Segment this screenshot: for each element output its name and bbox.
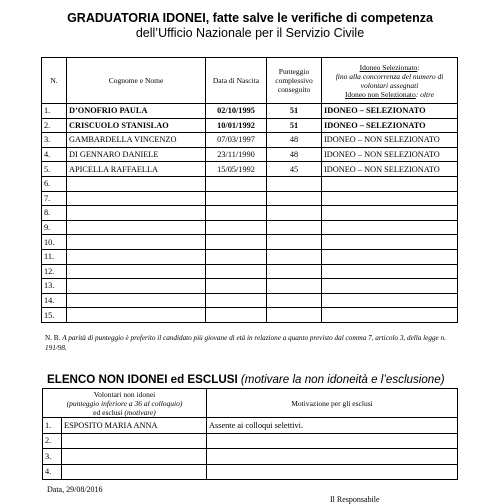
row-number: 15. [42, 308, 67, 323]
status-selected-label: Idoneo Selezionato [359, 62, 418, 72]
excluded-row-reason: Assente ai colloqui selettivi. [207, 418, 458, 434]
excluded-col1-line3a: ed esclusi [93, 407, 123, 417]
row-status: IDONEO – NON SELEZIONATO [322, 147, 458, 162]
excluded-row-reason [207, 449, 458, 465]
excluded-col1-line2: (punteggio inferiore a 36 al colloquio) [66, 398, 183, 408]
row-name [67, 279, 206, 294]
table-row [42, 104, 458, 119]
row-name [67, 308, 206, 323]
excluded-row-name [62, 449, 207, 465]
row-birthdate [206, 264, 267, 279]
row-status [322, 176, 458, 191]
table-row [42, 162, 458, 177]
row-name [67, 191, 206, 206]
row-score [267, 249, 322, 264]
row-status [322, 308, 458, 323]
row-birthdate [206, 235, 267, 250]
col-header-name: Cognome e Nome [67, 58, 206, 104]
table-row [42, 235, 458, 250]
row-birthdate [206, 206, 267, 221]
table-row [42, 206, 458, 221]
row-score [267, 176, 322, 191]
status-description: fino alla concorrenza del numero di volontari assegnati [335, 71, 444, 90]
row-name [67, 235, 206, 250]
row-name: CRISCUOLO STANISLAO [67, 118, 206, 133]
row-score [267, 206, 322, 221]
excluded-row-reason [207, 464, 458, 480]
row-score [267, 264, 322, 279]
row-score: 51 [267, 118, 322, 133]
table-row [42, 308, 458, 323]
row-number: 11. [42, 249, 67, 264]
row-score [267, 293, 322, 308]
excluded-row-number: 1. [43, 418, 62, 434]
row-name [67, 206, 206, 221]
row-status: IDONEO – SELEZIONATO [322, 118, 458, 133]
excluded-row-name [62, 464, 207, 480]
excluded-row [43, 433, 458, 449]
excluded-title-italic: (motivare la non idoneità e l’esclusione) [240, 373, 445, 386]
row-name: DI GENNARO DANIELE [67, 147, 206, 162]
row-score [267, 235, 322, 250]
row-number: 9. [42, 220, 67, 235]
row-score: 51 [267, 104, 322, 119]
row-status [322, 293, 458, 308]
row-score [267, 308, 322, 323]
row-birthdate [206, 293, 267, 308]
excluded-row [43, 464, 458, 480]
row-number: 2. [42, 118, 67, 133]
row-status: IDONEO – SELEZIONATO [322, 104, 458, 119]
excluded-col1-line3b: (motivare) [124, 407, 156, 417]
excluded-table [42, 388, 458, 480]
excluded-col-reason: Motivazione per gli esclusi [207, 389, 458, 418]
table-row [42, 293, 458, 308]
row-name: GAMBARDELLA VINCENZO [67, 133, 206, 148]
excluded-row-number: 2. [43, 433, 62, 449]
row-number: 3. [42, 133, 67, 148]
col-header-status [322, 58, 458, 104]
row-birthdate: 07/03/1997 [206, 133, 267, 148]
row-name: APICELLA RAFFAELLA [67, 162, 206, 177]
excluded-row-name: ESPOSITO MARIA ANNA [62, 418, 207, 434]
row-birthdate: 02/10/1995 [206, 104, 267, 119]
row-birthdate [206, 249, 267, 264]
row-birthdate: 10/01/1992 [206, 118, 267, 133]
excluded-row-reason [207, 433, 458, 449]
row-score [267, 279, 322, 294]
row-name [67, 293, 206, 308]
row-status [322, 249, 458, 264]
row-number: 7. [42, 191, 67, 206]
excluded-row-name [62, 433, 207, 449]
table-row [42, 279, 458, 294]
table-row [42, 133, 458, 148]
row-score [267, 220, 322, 235]
document-title: GRADUATORIA IDONEI, fatte salve le verifiche di competenza [67, 11, 433, 25]
row-number: 14. [42, 293, 67, 308]
row-status: IDONEO – NON SELEZIONATO [322, 162, 458, 177]
row-number: 1. [42, 104, 67, 119]
row-birthdate [206, 308, 267, 323]
row-birthdate [206, 279, 267, 294]
row-name [67, 264, 206, 279]
table-header-row [42, 58, 458, 104]
excluded-section-title [47, 373, 445, 386]
table-row [42, 118, 458, 133]
table-row [42, 176, 458, 191]
excluded-row [43, 418, 458, 434]
row-number: 12. [42, 264, 67, 279]
note-text: A parità di punteggio è preferito il candidato più giovane di età in relazione a quanto previsto dal comma 7, articolo 3, della legge n. 191/98. [45, 334, 446, 352]
table-row [42, 191, 458, 206]
row-score: 48 [267, 133, 322, 148]
footer-date: Data, 29/08/2016 [47, 485, 103, 494]
row-status: IDONEO – NON SELEZIONATO [322, 133, 458, 148]
footer-signature: Il Responsabile [330, 495, 380, 504]
status-selected-suffix: : [417, 62, 420, 72]
status-nonselected-suffix: : oltre [415, 89, 435, 99]
row-name: D’ONOFRIO PAULA [67, 104, 206, 119]
graduatoria-table [41, 57, 458, 323]
row-birthdate: 23/11/1990 [206, 147, 267, 162]
table-row [42, 249, 458, 264]
excluded-col1-line1: Volontari non idonei [93, 389, 156, 399]
excluded-row-number: 3. [43, 449, 62, 465]
row-status [322, 279, 458, 294]
row-name [67, 249, 206, 264]
row-birthdate [206, 176, 267, 191]
excluded-header-row [43, 389, 458, 418]
row-birthdate: 15/05/1992 [206, 162, 267, 177]
row-birthdate [206, 220, 267, 235]
row-number: 10. [42, 235, 67, 250]
row-status [322, 220, 458, 235]
row-status [322, 191, 458, 206]
excluded-col-volunteers [43, 389, 207, 418]
row-status [322, 264, 458, 279]
note-prefix: N. B. [45, 334, 61, 342]
table-row [42, 147, 458, 162]
row-name [67, 220, 206, 235]
row-number: 4. [42, 147, 67, 162]
row-birthdate [206, 191, 267, 206]
excluded-title-bold: ELENCO NON IDONEI ed ESCLUSI [47, 373, 238, 386]
col-header-num: N. [42, 58, 67, 104]
document-subtitle: dell’Ufficio Nazionale per il Servizio Civile [135, 26, 365, 40]
excluded-row [43, 449, 458, 465]
table-row [42, 264, 458, 279]
row-number: 13. [42, 279, 67, 294]
row-score: 45 [267, 162, 322, 177]
table-row [42, 220, 458, 235]
row-status [322, 206, 458, 221]
row-number: 6. [42, 176, 67, 191]
row-name [67, 176, 206, 191]
col-header-date: Data di Nascita [206, 58, 267, 104]
row-score [267, 191, 322, 206]
row-number: 5. [42, 162, 67, 177]
row-status [322, 235, 458, 250]
note-paragraph [45, 334, 460, 353]
col-header-score: Punteggio complessivo conseguito [267, 58, 322, 104]
row-number: 8. [42, 206, 67, 221]
excluded-row-number: 4. [43, 464, 62, 480]
status-nonselected-label: Idoneo non Selezionato [344, 89, 416, 99]
row-score: 48 [267, 147, 322, 162]
